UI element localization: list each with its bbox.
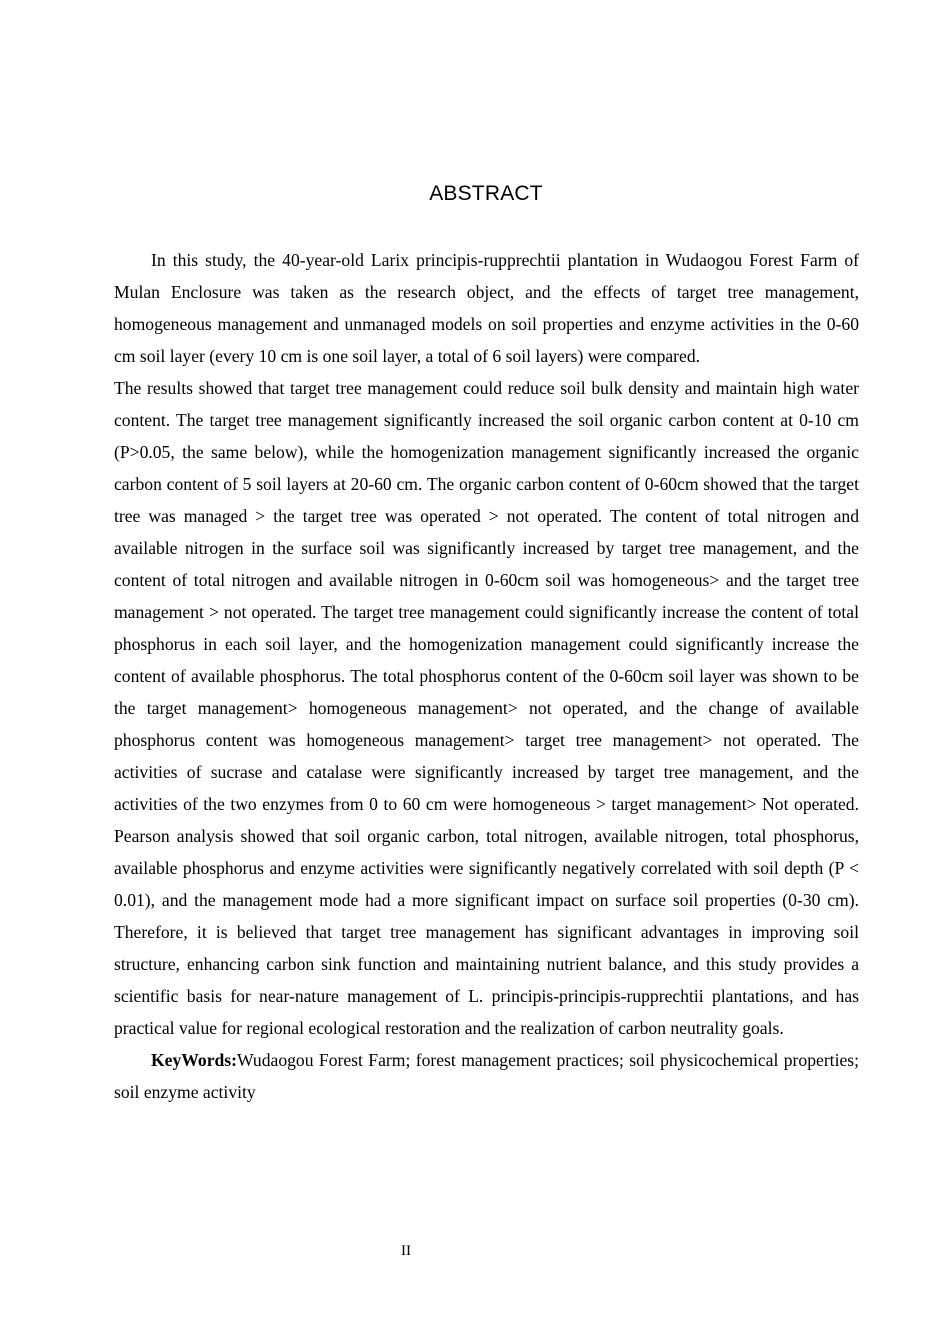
page-title: ABSTRACT [429,182,543,205]
abstract-body [114,244,859,1108]
abstract-paragraph-2: The results showed that target tree management could reduce soil bulk density and maintain high water content. The target tree management significantly increased the soil organic carbon content at 0-10 cm (P>0.05, the same below), while the homogenization management significantly increased the organic carbon content of 5 soil layers at 20-60 cm. The organic carbon content of 0-60cm showed that the target tree was managed > the target tree was operated > not operated. The content of total nitrogen and available nitrogen in the surface soil was significantly increased by target tree management, and the content of total nitrogen and available nitrogen in 0-60cm soil was homogeneous> and the target tree management > not operated. The target tree management could significantly increase the content of total phosphorus in each soil layer, and the homogenization management could significantly increase the content of available phosphorus. The total phosphorus content of the 0-60cm soil layer was shown to be the target management> homogeneous management> not operated, and the change of available phosphorus content was homogeneous management> target tree management> not operated. The activities of sucrase and catalase were significantly increased by target tree management, and the activities of the two enzymes from 0 to 60 cm were homogeneous > target management> Not operated. Pearson analysis showed that soil organic carbon, total nitrogen, available nitrogen, total phosphorus, available phosphorus and enzyme activities were significantly negatively correlated with soil depth (P < 0.01), and the management mode had a more significant impact on surface soil properties (0-30 cm). Therefore, it is believed that target tree management has significant advantages in improving soil structure, enhancing carbon sink function and maintaining nutrient balance, and this study provides a scientific basis for near-nature management of L. principis-principis-rupprechtii plantations, and has practical value for regional ecological restoration and the realization of carbon neutrality goals. [114,378,859,1038]
abstract-paragraph-1: In this study, the 40-year-old Larix principis-rupprechtii plantation in Wudaogou Forest Farm of Mulan Enclosure was taken as the research object, and the effects of target tree management, homogeneous management and unmanaged models on soil properties and enzyme activities in the 0-60 cm soil layer (every 10 cm is one soil layer, a total of 6 soil layers) were compared. [114,250,859,366]
keywords-text: Wudaogou Forest Farm; forest management practices; soil physicochemical properties; soil enzyme activity [114,1050,859,1102]
keywords-paragraph [114,1044,859,1108]
keywords-label: KeyWords: [151,1050,238,1070]
page-number: II [401,1243,411,1259]
